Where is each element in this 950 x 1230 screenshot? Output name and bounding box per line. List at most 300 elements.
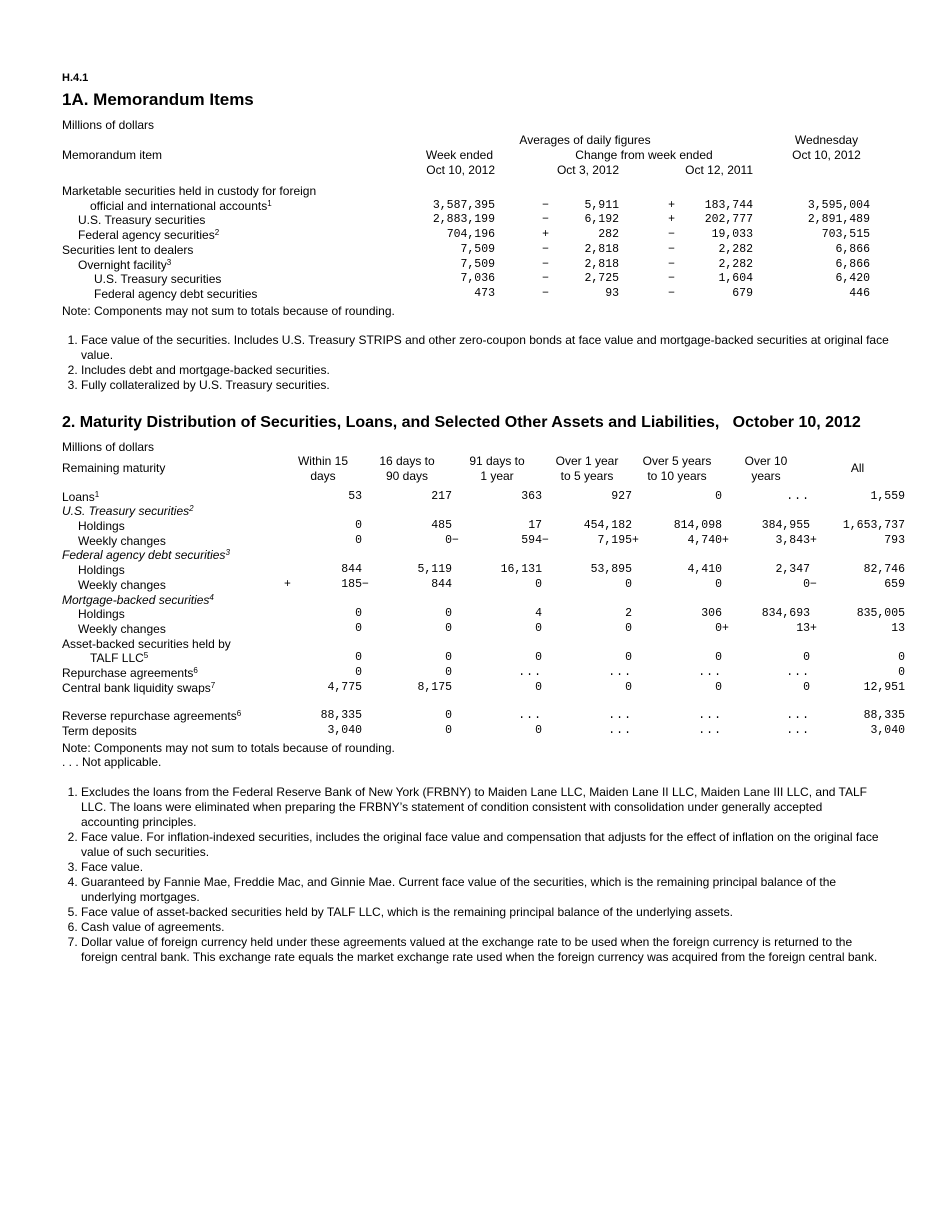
maturity-sign <box>284 490 298 505</box>
maturity-value <box>298 548 362 563</box>
maturity-row <box>62 504 905 519</box>
maturity-sign <box>810 563 835 578</box>
maturity-sign <box>542 622 566 637</box>
maturity-value: 306 <box>701 607 722 621</box>
maturity-value: 0 <box>898 666 905 680</box>
maturity-sign <box>632 681 656 696</box>
col-header-4: Over 5 years to 10 years <box>642 453 712 483</box>
maturity-sign <box>542 607 566 622</box>
maturity-value <box>566 637 632 652</box>
memo-cell-c1: 282 <box>598 228 619 242</box>
maturity-value <box>746 548 810 563</box>
maturity-sign <box>452 578 476 593</box>
maturity-sign <box>632 709 656 724</box>
memo-cell-c2: 2,282 <box>718 257 753 271</box>
maturity-value <box>386 504 452 519</box>
maturity-value: ... <box>698 709 722 723</box>
maturity-row <box>62 607 905 622</box>
maturity-sign <box>810 709 835 724</box>
maturity-value <box>835 593 905 608</box>
maturity-row <box>62 709 905 724</box>
memo-cell-s1: + <box>542 228 549 242</box>
na-note: . . . Not applicable. <box>62 754 162 769</box>
maturity-sign <box>722 651 746 666</box>
maturity-sign <box>722 578 746 593</box>
maturity-sign <box>284 519 298 534</box>
maturity-value: 0 <box>445 709 452 723</box>
maturity-sign <box>542 709 566 724</box>
maturity-row <box>62 578 905 593</box>
maturity-sign <box>362 724 386 739</box>
col-header-3: Over 1 year to 5 years <box>555 453 619 483</box>
maturity-value: 185 <box>341 577 362 591</box>
maturity-sign <box>362 709 386 724</box>
footnote-ref: 2 <box>214 228 220 238</box>
maturity-sign <box>284 563 298 578</box>
memo-row <box>62 287 892 302</box>
maturity-value: 0 <box>535 621 542 635</box>
memo-row <box>62 213 892 228</box>
memo-cell-wed: 6,420 <box>835 272 870 286</box>
memo-cell-c2 <box>675 184 753 199</box>
memo-cell-wed <box>753 184 892 199</box>
maturity-sign <box>810 504 835 519</box>
maturity-value: 0 <box>355 666 362 680</box>
maturity-body <box>62 490 905 739</box>
footnote-ref: 3 <box>166 257 172 267</box>
memo-cell-c1: 93 <box>605 286 619 300</box>
maturity-sign <box>452 490 476 505</box>
footnote-ref: 2 <box>189 504 194 514</box>
maturity-value: 7,195 <box>597 533 632 547</box>
maturity-sign <box>722 681 746 696</box>
maturity-value <box>476 504 542 519</box>
maturity-sign: + <box>632 533 639 547</box>
maturity-row-label: Mortgage-backed securities <box>62 592 210 607</box>
memo-row <box>62 184 892 199</box>
memo-cell-c1: 2,818 <box>584 257 619 271</box>
maturity-row-label: Weekly changes <box>78 533 166 548</box>
maturity-value: 53 <box>348 489 362 503</box>
maturity-sign <box>810 651 835 666</box>
maturity-value: 88,335 <box>863 709 905 723</box>
maturity-sign <box>362 504 386 519</box>
maturity-value: 16,131 <box>500 563 542 577</box>
maturity-note: Note: Components may not sum to totals because of rounding. <box>62 740 395 755</box>
footnote-ref: 5 <box>143 651 149 661</box>
memo-cell-wed: 6,866 <box>835 242 870 256</box>
maturity-sign <box>810 637 835 652</box>
maturity-sign <box>722 563 746 578</box>
memo-cell-c2: 2,282 <box>718 242 753 256</box>
maturity-sign <box>632 637 656 652</box>
maturity-value: 659 <box>884 577 905 591</box>
maturity-sign: + <box>810 621 817 635</box>
footnote: 1. Face value of the securities. Includes U.S. Treasury STRIPS and other zero-coupon bonds at face value and mortgage-backed securities at original face value. <box>81 333 912 363</box>
maturity-row-label: Holdings <box>78 563 125 578</box>
maturity-value <box>298 504 362 519</box>
maturity-value: 0 <box>625 680 632 694</box>
memo-cell-s1: − <box>542 242 549 256</box>
maturity-sign <box>632 622 656 637</box>
maturity-value: 0 <box>535 651 542 665</box>
report-code: H.4.1 <box>62 72 89 84</box>
memo-cell-c1: 5,911 <box>584 198 619 212</box>
memo-cell-s2: + <box>668 213 675 227</box>
maturity-row-label: Repurchase agreements <box>62 666 194 681</box>
maturity-value: 363 <box>521 489 542 503</box>
maturity-value <box>835 548 905 563</box>
memo-cell-week: 7,036 <box>460 272 495 286</box>
memo-row <box>62 228 892 243</box>
maturity-sign <box>542 548 566 563</box>
maturity-value: 4,775 <box>327 680 362 694</box>
maturity-value <box>746 504 810 519</box>
week-ended-label: Week ended <box>425 148 493 162</box>
memo-cell-c1: 6,192 <box>584 213 619 227</box>
memo-cell-s2: − <box>668 228 675 242</box>
maturity-sign <box>810 724 835 739</box>
averages-label: Averages of daily figures <box>519 133 651 147</box>
maturity-value: 0 <box>625 651 632 665</box>
maturity-row-label: Reverse repurchase agreements <box>62 709 237 724</box>
maturity-sign <box>362 534 386 549</box>
memo-cell-s1: − <box>542 198 549 212</box>
memo-cell-c1: 2,818 <box>584 242 619 256</box>
maturity-title-row <box>62 414 932 432</box>
footnote-ref: 1 <box>94 489 100 499</box>
memo-row-label: Federal agency securities <box>78 228 215 243</box>
maturity-value: 0 <box>535 724 542 738</box>
maturity-row <box>62 651 905 666</box>
maturity-sign <box>284 666 298 681</box>
col-header-2: 91 days to 1 year <box>469 453 525 483</box>
maturity-sign <box>284 651 298 666</box>
memo-cell-week: 3,587,395 <box>432 198 495 212</box>
footnote: 1. Excludes the loans from the Federal Reserve Bank of New York (FRBNY) to Maiden Lane LLC, Maiden Lane II LLC, Maiden Lane III LLC, and TALF LLC. The loans were eliminated when preparing the FRBNY’s statement of condition consistent with consolidation under generally accepted accounting principles. <box>81 785 881 830</box>
maturity-sign <box>810 593 835 608</box>
maturity-table <box>62 454 905 739</box>
maturity-value: 53,895 <box>590 563 632 577</box>
memo-row-label: U.S. Treasury securities <box>94 272 222 287</box>
maturity-value: 0 <box>715 651 722 665</box>
maturity-value: 834,693 <box>761 607 810 621</box>
footnote: 2. Includes debt and mortgage-backed securities. <box>81 363 912 378</box>
maturity-value <box>656 504 722 519</box>
maturity-sign <box>722 519 746 534</box>
maturity-sign <box>722 724 746 739</box>
maturity-sign <box>632 607 656 622</box>
maturity-sign <box>722 666 746 681</box>
memo-row-label: official and international accounts <box>90 198 268 213</box>
maturity-row <box>62 563 905 578</box>
maturity-value: ... <box>698 724 722 738</box>
memo-cell-week: 7,509 <box>460 242 495 256</box>
maturity-sign <box>632 593 656 608</box>
maturity-sign <box>632 724 656 739</box>
maturity-sign <box>452 637 476 652</box>
memo-cell-s1: − <box>542 257 549 271</box>
maturity-value: 2,347 <box>775 563 810 577</box>
memo-item-label: Memorandum item <box>62 148 163 162</box>
memo-cell-c1: 2,725 <box>584 272 619 286</box>
maturity-row-label: Federal agency debt securities <box>62 548 226 563</box>
maturity-row-label: Term deposits <box>62 724 137 739</box>
maturity-sign <box>810 490 835 505</box>
maturity-value: 594 <box>521 533 542 547</box>
change-date-2: Oct 12, 2011 <box>685 163 753 177</box>
maturity-value: 454,182 <box>583 519 632 533</box>
footnote-ref: 6 <box>193 666 198 676</box>
memo-cell-c2: 679 <box>732 286 753 300</box>
maturity-value: 4,740 <box>687 533 722 547</box>
maturity-value: 0 <box>803 651 810 665</box>
memo-cell-week: 7,509 <box>460 257 495 271</box>
maturity-value: 0 <box>355 607 362 621</box>
maturity-row <box>62 490 905 505</box>
memo-row-label: U.S. Treasury securities <box>78 213 206 228</box>
maturity-value: 0 <box>355 651 362 665</box>
maturity-sign <box>810 548 835 563</box>
maturity-value: ... <box>518 666 542 680</box>
memo-cell-wed: 703,515 <box>821 228 870 242</box>
maturity-row <box>62 637 905 652</box>
memo-body <box>62 184 892 302</box>
maturity-value: 5,119 <box>417 563 452 577</box>
maturity-value <box>298 593 362 608</box>
maturity-value <box>656 548 722 563</box>
maturity-sign <box>284 607 298 622</box>
maturity-value: 217 <box>431 489 452 503</box>
maturity-footnotes <box>62 785 881 965</box>
col-header-1: 16 days to 90 days <box>379 453 435 483</box>
footnote-ref: 7 <box>210 680 216 690</box>
memo-row-label: Overnight facility <box>78 257 167 272</box>
maturity-sign <box>284 593 298 608</box>
maturity-value: 0 <box>355 533 362 547</box>
maturity-value: 814,098 <box>673 519 722 533</box>
maturity-sign <box>542 681 566 696</box>
maturity-value: 17 <box>528 519 542 533</box>
maturity-value: 0 <box>355 621 362 635</box>
maturity-value: 4 <box>535 607 542 621</box>
footnote-ref: 4 <box>209 592 214 602</box>
maturity-value: ... <box>786 489 810 503</box>
maturity-value: 0 <box>445 621 452 635</box>
memo-cell-s2: − <box>668 257 675 271</box>
maturity-value <box>476 548 542 563</box>
maturity-sign <box>362 651 386 666</box>
maturity-sign: + <box>810 533 817 547</box>
maturity-value <box>835 637 905 652</box>
maturity-row-label: Asset-backed securities held by <box>62 636 231 651</box>
maturity-value: 0 <box>715 577 722 591</box>
maturity-sign <box>362 681 386 696</box>
footnote-ref: 6 <box>236 709 242 719</box>
wednesday-label: Wednesday <box>794 133 859 147</box>
maturity-units: Millions of dollars <box>62 439 155 454</box>
maturity-value: 1,653,737 <box>842 519 905 533</box>
maturity-value: 844 <box>341 563 362 577</box>
memo-cell-c1 <box>553 184 619 199</box>
maturity-row-label: U.S. Treasury securities <box>62 504 190 519</box>
maturity-sign <box>284 622 298 637</box>
maturity-row <box>62 593 905 608</box>
maturity-value: ... <box>786 666 810 680</box>
maturity-value: 0 <box>445 666 452 680</box>
maturity-sign <box>362 563 386 578</box>
maturity-sign <box>452 504 476 519</box>
change-date-1: Oct 3, 2012 <box>556 163 619 177</box>
maturity-value: 0 <box>535 680 542 694</box>
memo-cell-week: 473 <box>474 286 495 300</box>
maturity-sign <box>284 504 298 519</box>
maturity-value: 0 <box>803 577 810 591</box>
maturity-sign <box>284 681 298 696</box>
maturity-value: 835,005 <box>856 607 905 621</box>
maturity-sign <box>810 681 835 696</box>
maturity-sign <box>542 519 566 534</box>
maturity-value <box>566 548 632 563</box>
maturity-sign <box>362 666 386 681</box>
maturity-sign: − <box>362 577 369 591</box>
maturity-sign <box>722 504 746 519</box>
remaining-maturity-label: Remaining maturity <box>62 461 166 476</box>
memo-cell-s2 <box>619 184 675 199</box>
maturity-sign <box>284 548 298 563</box>
maturity-sign <box>452 651 476 666</box>
maturity-header-row <box>62 454 905 484</box>
maturity-sign <box>452 724 476 739</box>
memo-row <box>62 272 892 287</box>
maturity-sign <box>542 651 566 666</box>
memo-cell-s1: − <box>542 213 549 227</box>
maturity-sign <box>362 593 386 608</box>
maturity-value: ... <box>786 724 810 738</box>
maturity-value: 0 <box>445 607 452 621</box>
maturity-row <box>62 519 905 534</box>
maturity-sign <box>632 666 656 681</box>
week-ended-date: Oct 10, 2012 <box>426 163 495 177</box>
memo-header-row-3 <box>62 163 892 178</box>
maturity-row <box>62 666 905 681</box>
maturity-value: 0 <box>715 621 722 635</box>
maturity-sign <box>722 490 746 505</box>
maturity-row-label: TALF LLC <box>90 651 144 666</box>
maturity-sign <box>452 666 476 681</box>
maturity-sign <box>284 534 298 549</box>
maturity-row <box>62 724 905 739</box>
maturity-sign: − <box>542 533 549 547</box>
maturity-value: ... <box>608 724 632 738</box>
memo-footnotes <box>62 333 912 393</box>
maturity-value: 13 <box>796 621 810 635</box>
maturity-value: ... <box>698 666 722 680</box>
memo-units: Millions of dollars <box>62 118 155 132</box>
maturity-value <box>386 593 452 608</box>
maturity-value: 3,040 <box>327 724 362 738</box>
row-spacer <box>62 695 905 709</box>
maturity-sign <box>632 548 656 563</box>
maturity-value: 82,746 <box>863 563 905 577</box>
maturity-sign <box>452 709 476 724</box>
maturity-sign <box>362 637 386 652</box>
maturity-sign <box>542 490 566 505</box>
maturity-sign <box>542 637 566 652</box>
footnote-ref: 1 <box>267 198 272 208</box>
maturity-value <box>746 637 810 652</box>
maturity-sign <box>284 724 298 739</box>
maturity-sign <box>362 519 386 534</box>
maturity-row-label: Weekly changes <box>78 577 166 592</box>
maturity-value: 927 <box>611 489 632 503</box>
maturity-value: 0 <box>715 680 722 694</box>
maturity-sign <box>810 519 835 534</box>
memo-cell-c2: 1,604 <box>718 272 753 286</box>
maturity-sign <box>542 563 566 578</box>
maturity-row-label: Holdings <box>78 519 125 534</box>
memo-cell-s1: − <box>542 272 549 286</box>
maturity-sign <box>632 504 656 519</box>
maturity-value: 0 <box>715 489 722 503</box>
maturity-sign <box>452 622 476 637</box>
report-page <box>62 72 912 965</box>
maturity-value <box>746 593 810 608</box>
maturity-sign <box>362 490 386 505</box>
maturity-sign <box>722 607 746 622</box>
maturity-value: 0 <box>445 651 452 665</box>
maturity-row-label: Central bank liquidity swaps <box>62 680 211 695</box>
maturity-row <box>62 548 905 563</box>
maturity-value: 0 <box>445 533 452 547</box>
maturity-value: 844 <box>431 577 452 591</box>
wednesday-date: Oct 10, 2012 <box>792 148 861 162</box>
memo-table <box>62 133 892 302</box>
footnote: 4. Guaranteed by Fannie Mae, Freddie Mac, and Ginnie Mae. Current face value of the securities, which is the remaining principal balance of the underlying mortgages. <box>81 875 881 905</box>
maturity-sign <box>542 593 566 608</box>
maturity-row-label: Weekly changes <box>78 621 166 636</box>
col-header-6: All <box>850 461 865 476</box>
maturity-sign <box>810 666 835 681</box>
maturity-sign <box>632 490 656 505</box>
maturity-value: 3,040 <box>870 724 905 738</box>
maturity-value: 2 <box>625 607 632 621</box>
maturity-value: ... <box>518 709 542 723</box>
maturity-value <box>835 504 905 519</box>
maturity-value: 0 <box>355 519 362 533</box>
footnote: 3. Face value. <box>81 860 881 875</box>
maturity-sign <box>632 563 656 578</box>
footnote: 3. Fully collateralized by U.S. Treasury securities. <box>81 378 912 393</box>
maturity-value <box>656 637 722 652</box>
memo-title: 1A. Memorandum Items <box>62 90 254 109</box>
memo-cell-s2: − <box>668 272 675 286</box>
maturity-value: ... <box>608 709 632 723</box>
memo-row <box>62 243 892 258</box>
maturity-row-label: Holdings <box>78 607 125 622</box>
footnote: 6. Cash value of agreements. <box>81 920 881 935</box>
footnote: 5. Face value of asset-backed securities held by TALF LLC, which is the remaining principal balance of the underlying assets. <box>81 905 881 920</box>
maturity-value: 8,175 <box>417 680 452 694</box>
memo-cell-s2: + <box>668 198 675 212</box>
maturity-value: 12,951 <box>863 680 905 694</box>
maturity-sign <box>542 666 566 681</box>
memo-cell-s1: − <box>542 286 549 300</box>
maturity-sign: − <box>810 577 817 591</box>
memo-cell-s2: − <box>668 286 675 300</box>
maturity-value: 0 <box>898 651 905 665</box>
maturity-sign <box>284 637 298 652</box>
